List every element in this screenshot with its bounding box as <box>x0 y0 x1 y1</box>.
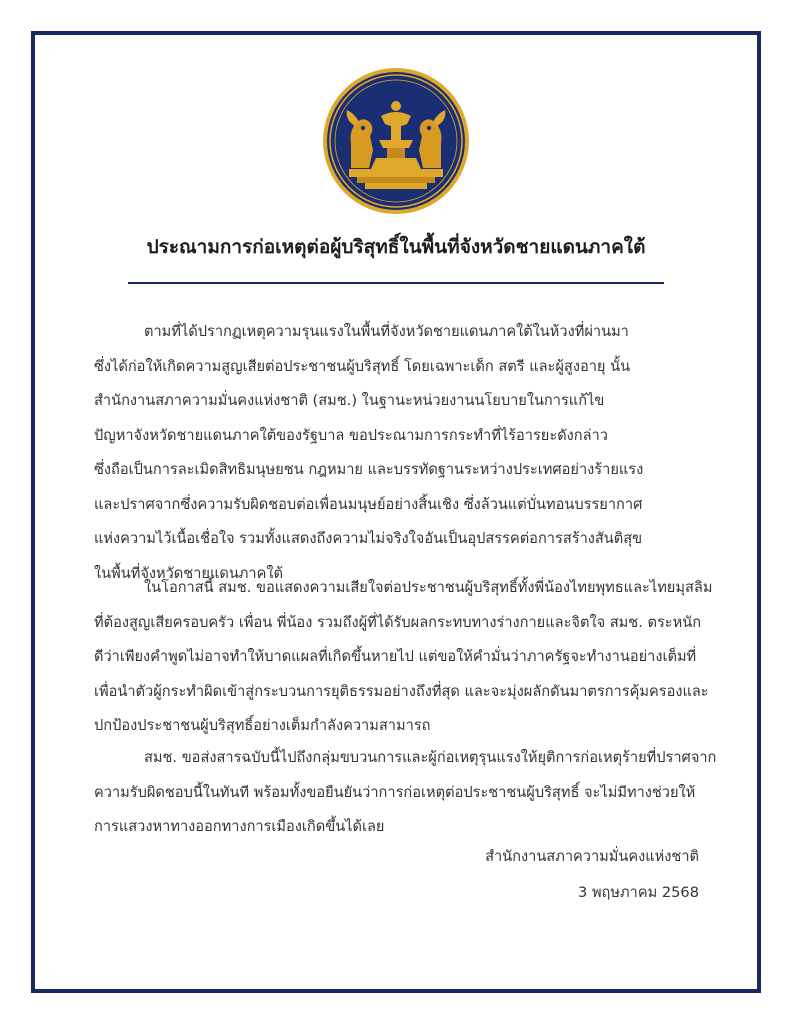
paragraph-3 <box>94 741 717 845</box>
signature-date: 3 พฤษภาคม 2568 <box>578 884 699 901</box>
page-title: ประณามการก่อเหตุต่อผู้บริสุทธิ์ในพื้นที่จังหวัดชายแดนภาคใต้ <box>146 236 646 258</box>
text-line: ซึ่งถือเป็นการละเมิดสิทธิมนุษยชน กฎหมาย และบรรทัดฐานระหว่างประเทศอย่างร้ายแรง <box>94 461 644 478</box>
text-line: ในโอกาสนี้ สมช. ขอแสดงความเสียใจต่อประชาชนผู้บริสุทธิ์ทั้งพี่น้องไทยพุทธและไทยมุสลิม <box>144 579 713 596</box>
text-line: ความรับผิดชอบนี้ในทันที พร้อมทั้งขอยืนยันว่าการก่อเหตุต่อประชาชนผู้บริสุทธิ์ จะไม่มีทางช่วยให้ <box>94 783 696 801</box>
text-line: สมช. ขอส่งสารฉบับนี้ไปถึงกลุ่มขบวนการและผู้ก่อเหตุรุนแรงให้ยุติการก่อเหตุร้ายที่ปราศจาก <box>144 749 717 766</box>
government-emblem-icon <box>321 66 471 216</box>
paragraph-1 <box>94 315 700 591</box>
signature-block <box>485 839 699 911</box>
text-line: สำนักงานสภาความมั่นคงแห่งชาติ (สมช.) ในฐานะหน่วยงานนโยบายในการแก้ไข <box>94 392 605 409</box>
text-line: ปกป้องประชาชนผู้บริสุทธิ์อย่างเต็มกำลังความสามารถ <box>94 717 431 734</box>
title-underline <box>128 282 664 284</box>
paragraph-2 <box>94 571 713 744</box>
text-line: ซึ่งได้ก่อให้เกิดความสูญเสียต่อประชาชนผู้บริสุทธิ์ โดยเฉพาะเด็ก สตรี และผู้สูงอายุ นั้น <box>94 357 631 375</box>
text-line: และปราศจากซึ่งความรับผิดชอบต่อเพื่อนมนุษย์อย่างสิ้นเชิง ซึ่งล้วนแต่บั่นทอนบรรยากาศ <box>94 495 643 513</box>
text-line: ปัญหาจังหวัดชายแดนภาคใต้ของรัฐบาล ขอประณามการกระทำที่ไร้อารยะดังกล่าว <box>94 426 608 444</box>
text-line: การแสวงหาทางออกทางการเมืองเกิดขึ้นได้เลย <box>94 818 385 835</box>
text-line: ตามที่ได้ปรากฏเหตุความรุนแรงในพื้นที่จังหวัดชายแดนภาคใต้ในห้วงที่ผ่านมา <box>144 323 629 340</box>
text-line: แห่งความไว้เนื้อเชื่อใจ รวมทั้งแสดงถึงความไม่จริงใจอันเป็นอุปสรรคต่อการสร้างสันติสุข <box>94 530 643 547</box>
signature-agency: สำนักงานสภาความมั่นคงแห่งชาติ <box>485 848 699 865</box>
text-line: เพื่อนำตัวผู้กระทำผิดเข้าสู่กระบวนการยุติธรรมอย่างถึงที่สุด และจะมุ่งผลักดันมาตรการคุ้มครองและ <box>94 682 709 700</box>
text-line: ดีว่าเพียงคำพูดไม่อาจทำให้บาดแผลที่เกิดขึ้นหายไป แต่ขอให้คำมั่นว่าภาครัฐจะทำงานอย่างเต็มที่ <box>94 648 697 665</box>
text-line: ในพื้นที่จังหวัดชายแดนภาคใต้ <box>94 564 283 582</box>
text-line: ที่ต้องสูญเสียครอบครัว เพื่อน พี่น้อง รวมถึงผู้ที่ได้รับผลกระทบทางร่างกายและจิตใจ สมช. ตระหนัก <box>94 613 702 631</box>
